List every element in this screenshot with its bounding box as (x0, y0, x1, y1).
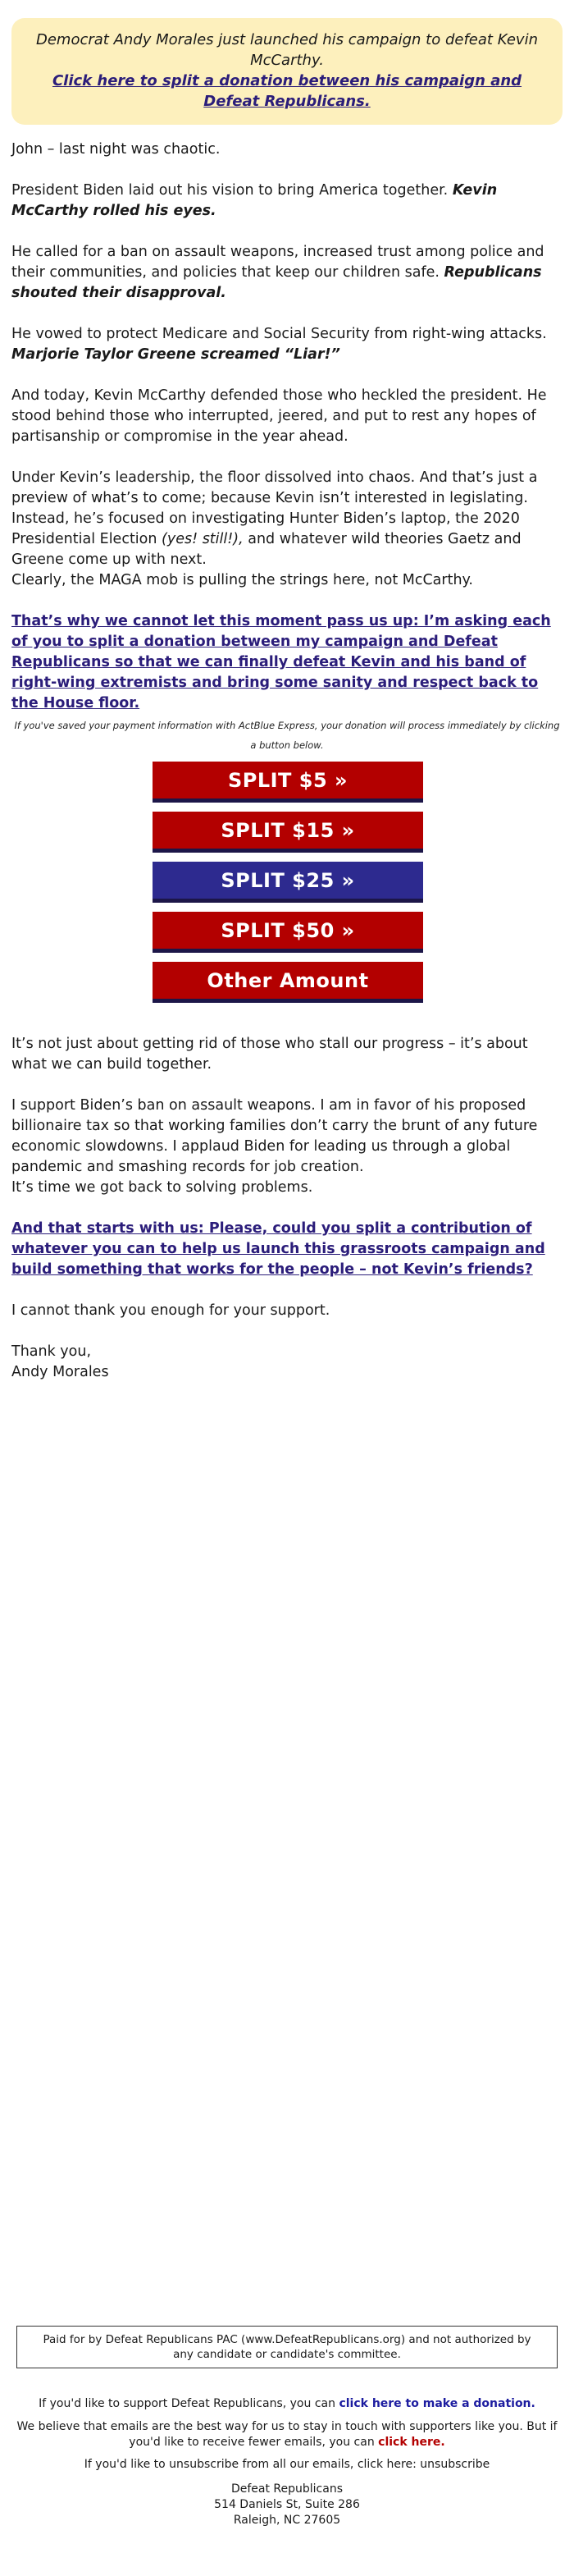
paragraph-support-biden: I support Biden’s ban on assault weapons. I am in favor of his proposed billionaire tax so that working families don’t carry the brunt of any future economic slowdowns. I applaud Biden for leading us through a global pandemic and smashing records for job creation. (11, 1097, 538, 1175)
footer-org-name: Defeat Republicans (230, 2482, 344, 2496)
campaign-banner (11, 18, 563, 125)
paragraph-heckled: And today, Kevin McCarthy defended those who heckled the president. He stood behind those who interrupted, jeered, and put to rest any hopes of partisanship or compromise in the year ahead. (11, 387, 547, 445)
banner-donate-link[interactable]: Click here to split a donation between his campaign and Defeat Republicans. (52, 72, 522, 110)
actblue-express-note: If you've saved your payment information with ActBlue Express, your donation will process immediately by clicking a button below. (14, 720, 560, 751)
footer-fewer-emails-link[interactable]: click here. (378, 2436, 445, 2449)
paragraph-intro: John – last night was chaotic. (11, 141, 221, 158)
emphasis-liar: Marjorie Taylor Greene screamed “Liar!” (11, 346, 340, 363)
split-50-button[interactable]: SPLIT $50 » (153, 912, 423, 953)
paragraph-thanks: I cannot thank you enough for your support. (11, 1302, 330, 1319)
paragraph-solve-problems: It’s time we got back to solving problems. (11, 1179, 313, 1196)
paragraph-medicare: He vowed to protect Medicare and Social Security from right-wing attacks. Marjorie Taylor Greene screamed “Liar!” (11, 326, 547, 363)
footer-address-line2: Raleigh, NC 27605 (233, 2514, 341, 2527)
footer-support-line: If you'd like to support Defeat Republicans, you can click here to make a donation. (39, 2397, 535, 2410)
cta-link-split-donation[interactable]: That’s why we cannot let this moment pass us up: I’m asking each of you to split a donation between my campaign and Defeat Republicans so that we can finally defeat Kevin and his band of right-wing extremists and bring some sanity and respect back to the House floor. (11, 613, 551, 711)
banner-lead: Democrat Andy Morales just launched his campaign to defeat Kevin McCarthy. (36, 31, 538, 69)
emphasis-eyes: Kevin McCarthy rolled his eyes. (11, 182, 498, 219)
paragraph-ban: He called for a ban on assault weapons, increased trust among police and their communities, and policies that keep our children safe. Republicans shouted their disapproval. (11, 244, 544, 301)
split-25-button[interactable]: SPLIT $25 » (153, 862, 423, 903)
other-amount-button[interactable]: Other Amount (153, 962, 423, 1003)
paragraph-maga: Clearly, the MAGA mob is pulling the strings here, not McCarthy. (11, 572, 473, 588)
emphasis-disapproval: Republicans shouted their disapproval. (11, 264, 542, 301)
split-15-button[interactable]: SPLIT $15 » (153, 812, 423, 853)
signature: Andy Morales (11, 1364, 109, 1380)
footer-address-line1: 514 Daniels St, Suite 286 (214, 2498, 360, 2511)
split-5-button[interactable]: SPLIT $5 » (153, 762, 423, 803)
footer-fewer-emails: We believe that emails are the best way for us to stay in touch with supporters like you. But if you'd like to receive fewer emails, you can click here. (16, 2420, 558, 2449)
cta-link-grassroots[interactable]: And that starts with us: Please, could you split a contribution of whatever you can to help us launch this grassroots campaign and build something that works for the people – not Kevin’s friends? (11, 1220, 545, 1278)
paragraph-chaos: Under Kevin’s leadership, the floor dissolved into chaos. And that’s just a preview of what’s to come; because Kevin isn’t interested in legislating. Instead, he’s focused on investigating Hunter Biden’s laptop, the 2020 Presidential Election (yes! still!), and whatever wild theories Gaetz and Greene come up with next. (11, 469, 538, 568)
paid-for-disclaimer: Paid for by Defeat Republicans PAC (www.DefeatRepublicans.org) and not authorized by any candidate or candidate's committee. (16, 2326, 558, 2368)
footer-unsubscribe[interactable]: If you'd like to unsubscribe from all our emails, click here: unsubscribe (84, 2458, 490, 2471)
paragraph-biden-vision: President Biden laid out his vision to bring America together. Kevin McCarthy rolled his eyes. (11, 182, 498, 219)
footer-donate-link[interactable]: click here to make a donation. (339, 2397, 535, 2410)
signoff: Thank you, (11, 1343, 92, 1360)
paragraph-build-together: It’s not just about getting rid of those who stall our progress – it’s about what we can build together. (11, 1036, 528, 1073)
